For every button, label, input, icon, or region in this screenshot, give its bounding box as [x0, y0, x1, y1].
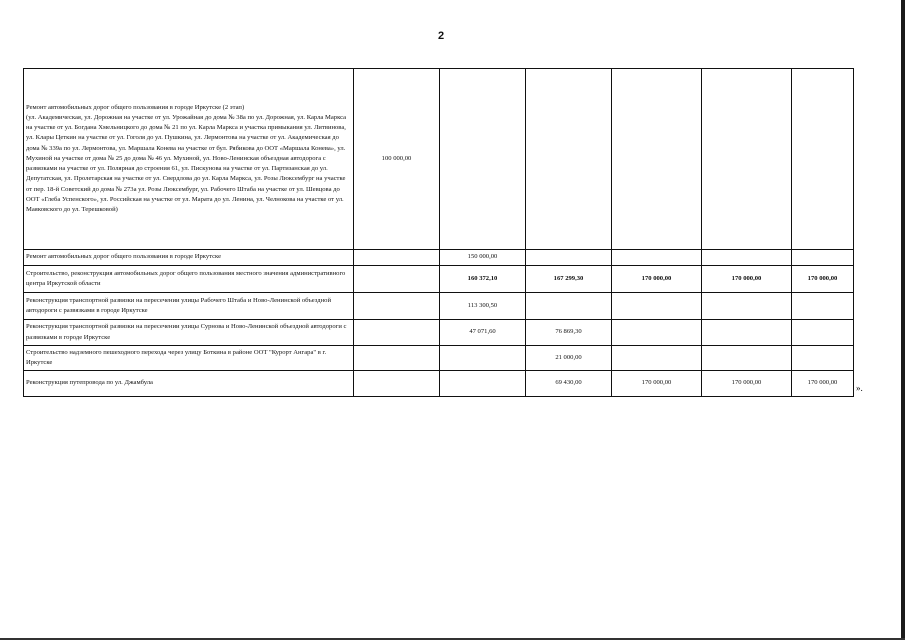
value-cell: [792, 250, 854, 266]
value-cell: [702, 293, 792, 320]
scan-edge-right: [901, 0, 905, 640]
value-cell: [612, 293, 702, 320]
value-cell: 167 299,30: [526, 266, 612, 293]
value-cell: [526, 293, 612, 320]
value-cell: 76 869,30: [526, 320, 612, 346]
row-details: (ул. Академическая, ул. Дорожная на участке от ул. Урожайная до дома № 38а по ул. Дорожная, ул. Карла Маркса на участке от ул. Богдана Хмельницкого до дома № 21 по ул. Карла Маркса и участка примыкания ул. Литвинова, ул. Клары Цеткин на участке от ул. Гоголя до ул. Пушкина, ул. Лермонтова на участке от ул. Академическая до дома № 339а по ул. Лермонтова, ул. Маршала Конева на участке от бул. Рябикова до ООТ «Маршала Конева», ул. Мухиной на участке от дома № 25 до дома № 46 ул. Мухиной, ул. Ново-Ленинская объездная автодорога с развязками на участке от ул. Полярная до строения 61, ул. Пискунова на участке от ул. Партизанская до ул. Депутатская, ул. Пролетарская на участке от ул. Свердлова до ул. Карла Маркса, ул. Розы Люксембург на участке от пер. 18-й Советский до дома № 273а ул. Розы Люксембург, ул. Рабочего Штаба на участке от ул. Шевцова до ООТ «Глеба Успенского», ул. Российская на участке от ул. Марата до ул. Ленина, ул. Челнокова на участке от ул. Маяковского до ул. Терешковой): [26, 114, 347, 213]
value-cell: 21 000,00: [526, 346, 612, 371]
value-cell: [354, 266, 440, 293]
value-cell: 170 000,00: [792, 371, 854, 397]
value-cell: [440, 69, 526, 250]
value-cell: [792, 320, 854, 346]
row-name-cell: Строительство надземного пешеходного перехода через улицу Боткина в районе ООТ "Курорт Ангара" в г. Иркутске: [24, 346, 354, 371]
value-cell: [702, 346, 792, 371]
value-cell: [702, 69, 792, 250]
value-cell: 150 000,00: [440, 250, 526, 266]
value-cell: [612, 346, 702, 371]
value-cell: 170 000,00: [792, 266, 854, 293]
value-cell: [440, 346, 526, 371]
row-title: Ремонт автомобильных дорог общего пользования в городе Иркутске (2 этап): [26, 103, 245, 111]
table-row: [24, 266, 854, 293]
table-row: [24, 250, 854, 266]
value-cell: 160 372,10: [440, 266, 526, 293]
value-cell: [612, 69, 702, 250]
value-cell: [354, 346, 440, 371]
budget-table: [23, 68, 854, 397]
table-row: [24, 320, 854, 346]
value-cell: 170 000,00: [612, 371, 702, 397]
table-row: [24, 293, 854, 320]
table-row: [24, 69, 854, 250]
value-cell: [792, 69, 854, 250]
value-cell: 170 000,00: [702, 371, 792, 397]
value-cell: [702, 250, 792, 266]
value-cell: [354, 371, 440, 397]
value-cell: 47 071,60: [440, 320, 526, 346]
page-number: 2: [438, 30, 445, 42]
value-cell: [792, 293, 854, 320]
value-cell: 100 000,00: [354, 69, 440, 250]
value-cell: [354, 320, 440, 346]
value-cell: 170 000,00: [702, 266, 792, 293]
table-row: [24, 371, 854, 397]
row-name-cell: Реконструкция путепровода по ул. Джамбула: [24, 371, 354, 397]
row-name-cell: Строительство, реконструкция автомобильных дорог общего пользования местного значения административного центра Иркутской области: [24, 266, 354, 293]
value-cell: [354, 250, 440, 266]
value-cell: [526, 69, 612, 250]
row-name-cell: Ремонт автомобильных дорог общего пользования в городе Иркутске: [24, 250, 354, 266]
row-name-cell: Реконструкция транспортной развязки на пересечении улицы Сурнова и Ново-Ленинской объездной автодороги с развязками в городе Иркутске: [24, 320, 354, 346]
value-cell: [354, 293, 440, 320]
closing-quote-mark: ».: [856, 383, 863, 393]
value-cell: [440, 371, 526, 397]
row-name-cell: Реконструкция транспортной развязки на пересечении улицы Рабочего Штаба и Ново-Ленинской объездной автодороги с развязками в городе Иркутске: [24, 293, 354, 320]
value-cell: [612, 250, 702, 266]
value-cell: [526, 250, 612, 266]
value-cell: [792, 346, 854, 371]
row-name-cell: [24, 69, 354, 250]
value-cell: 113 300,50: [440, 293, 526, 320]
value-cell: 170 000,00: [612, 266, 702, 293]
value-cell: 69 430,00: [526, 371, 612, 397]
value-cell: [702, 320, 792, 346]
table-row: [24, 346, 854, 371]
value-cell: [612, 320, 702, 346]
